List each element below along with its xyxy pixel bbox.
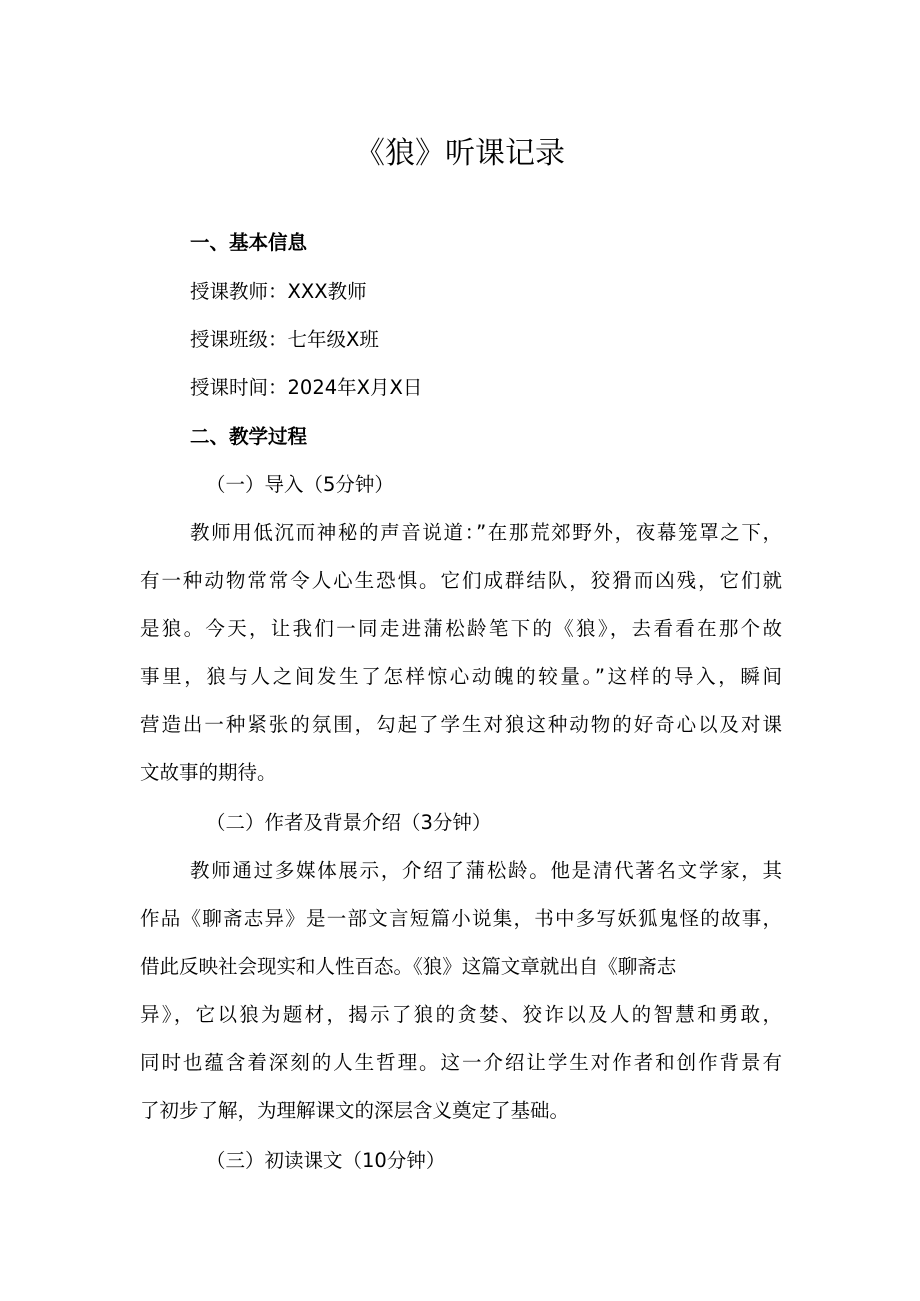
paragraph-line: 了初步了解，为理解课文的深层含义奠定了基础。	[140, 1099, 570, 1122]
paragraph-line: 同时也蕴含着深刻的人生哲理。这一介绍让学生对作者和创作背景有	[140, 1051, 782, 1074]
subheading-introduction: （一）导入（5分钟）	[206, 473, 394, 496]
section-heading-basic-info: 一、基本信息	[190, 231, 308, 254]
date-info: 授课时间：2024年X月X日	[190, 376, 423, 399]
document-title: 《狼》听课记录	[355, 136, 565, 171]
teacher-info: 授课教师：XXX教师	[190, 280, 367, 303]
paragraph-line: 文故事的期待。	[140, 761, 277, 784]
paragraph-line: 营造出一种紧张的氛围，勾起了学生对狼这种动物的好奇心以及对课	[140, 713, 782, 736]
paragraph-line: 教师用低沉而神秘的声音说道：”在那荒郊野外，夜幕笼罩之下，	[190, 521, 782, 544]
paragraph-line: 教师通过多媒体展示，介绍了蒲松龄。他是清代著名文学家，其	[190, 859, 782, 882]
paragraph-line: 事里，狼与人之间发生了怎样惊心动魄的较量。”这样的导入，瞬间	[140, 665, 782, 688]
class-info: 授课班级：七年级X班	[190, 328, 379, 351]
subheading-first-reading: （三）初读课文（10分钟）	[206, 1149, 446, 1172]
paragraph-line: 异》，它以狼为题材，揭示了狼的贪婪、狡诈以及人的智慧和勇敢，	[140, 1003, 782, 1026]
paragraph-line: 借此反映社会现实和人性百态。《狼》这篇文章就出自《聊斋志	[140, 955, 677, 978]
paragraph-line: 是狼。今天，让我们一同走进蒲松龄笔下的《狼》，去看看在那个故	[140, 617, 782, 640]
paragraph-line: 有一种动物常常令人心生恐惧。它们成群结队，狡猾而凶残，它们就	[140, 569, 782, 592]
section-heading-teaching-process: 二、教学过程	[190, 425, 308, 448]
subheading-author-background: （二）作者及背景介绍（3分钟）	[206, 811, 492, 834]
paragraph-line: 作品《聊斋志异》是一部文言短篇小说集，书中多写妖狐鬼怪的故事，	[140, 907, 782, 930]
